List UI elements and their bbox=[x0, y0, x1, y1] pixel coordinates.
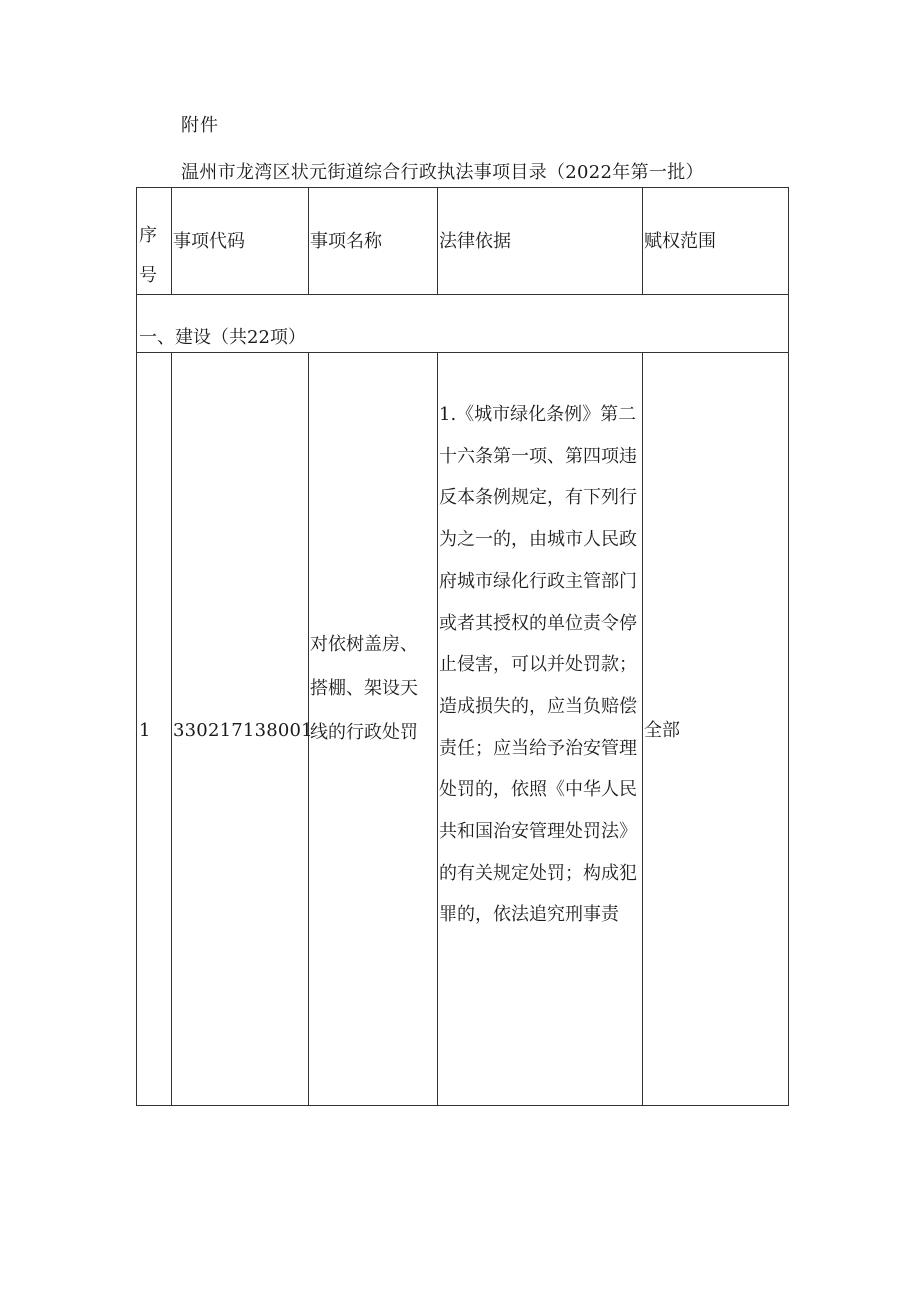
row-name: 对依树盖房、搭棚、架设天线的行政处罚 bbox=[310, 634, 418, 743]
row-basis: 1.《城市绿化条例》第二十六条第一项、第四项违反本条例规定，有下列行为之一的，由城市人民政府城市绿化行政主管部门或者其授权的单位责令停止侵害，可以并处罚款；造成损失的，应当负赔偿责任；应当给予治安管理处罚的，依照《中华人民共和国治安管理处罚法》的有关规定处罚；构成犯罪的，依法追究刑事责 bbox=[439, 404, 637, 926]
col-divider-2-header bbox=[308, 188, 309, 294]
col-divider-4-row bbox=[642, 352, 643, 1106]
header-basis: 法律依据 bbox=[439, 231, 511, 252]
document-title: 温州市龙湾区状元街道综合行政执法事项目录（2022年第一批） bbox=[181, 162, 704, 183]
attachment-label: 附件 bbox=[181, 115, 219, 136]
col-divider-3-row bbox=[437, 352, 438, 1106]
section-divider bbox=[137, 352, 788, 353]
header-divider bbox=[137, 294, 788, 295]
row-serial: 1 bbox=[139, 720, 151, 741]
header-code: 事项代码 bbox=[173, 231, 245, 252]
header-serial: 序号 bbox=[139, 225, 157, 286]
col-divider-4-header bbox=[642, 188, 643, 294]
row-code: 330217138001 bbox=[173, 720, 313, 741]
col-divider-1-row bbox=[171, 352, 172, 1106]
col-divider-1-header bbox=[171, 188, 172, 294]
section-title: 一、建设（共22项） bbox=[139, 327, 306, 348]
col-divider-3-header bbox=[437, 188, 438, 294]
header-scope: 赋权范围 bbox=[644, 231, 716, 252]
header-name: 事项名称 bbox=[310, 231, 382, 252]
enforcement-items-table bbox=[136, 187, 789, 1106]
row-scope: 全部 bbox=[644, 720, 680, 741]
